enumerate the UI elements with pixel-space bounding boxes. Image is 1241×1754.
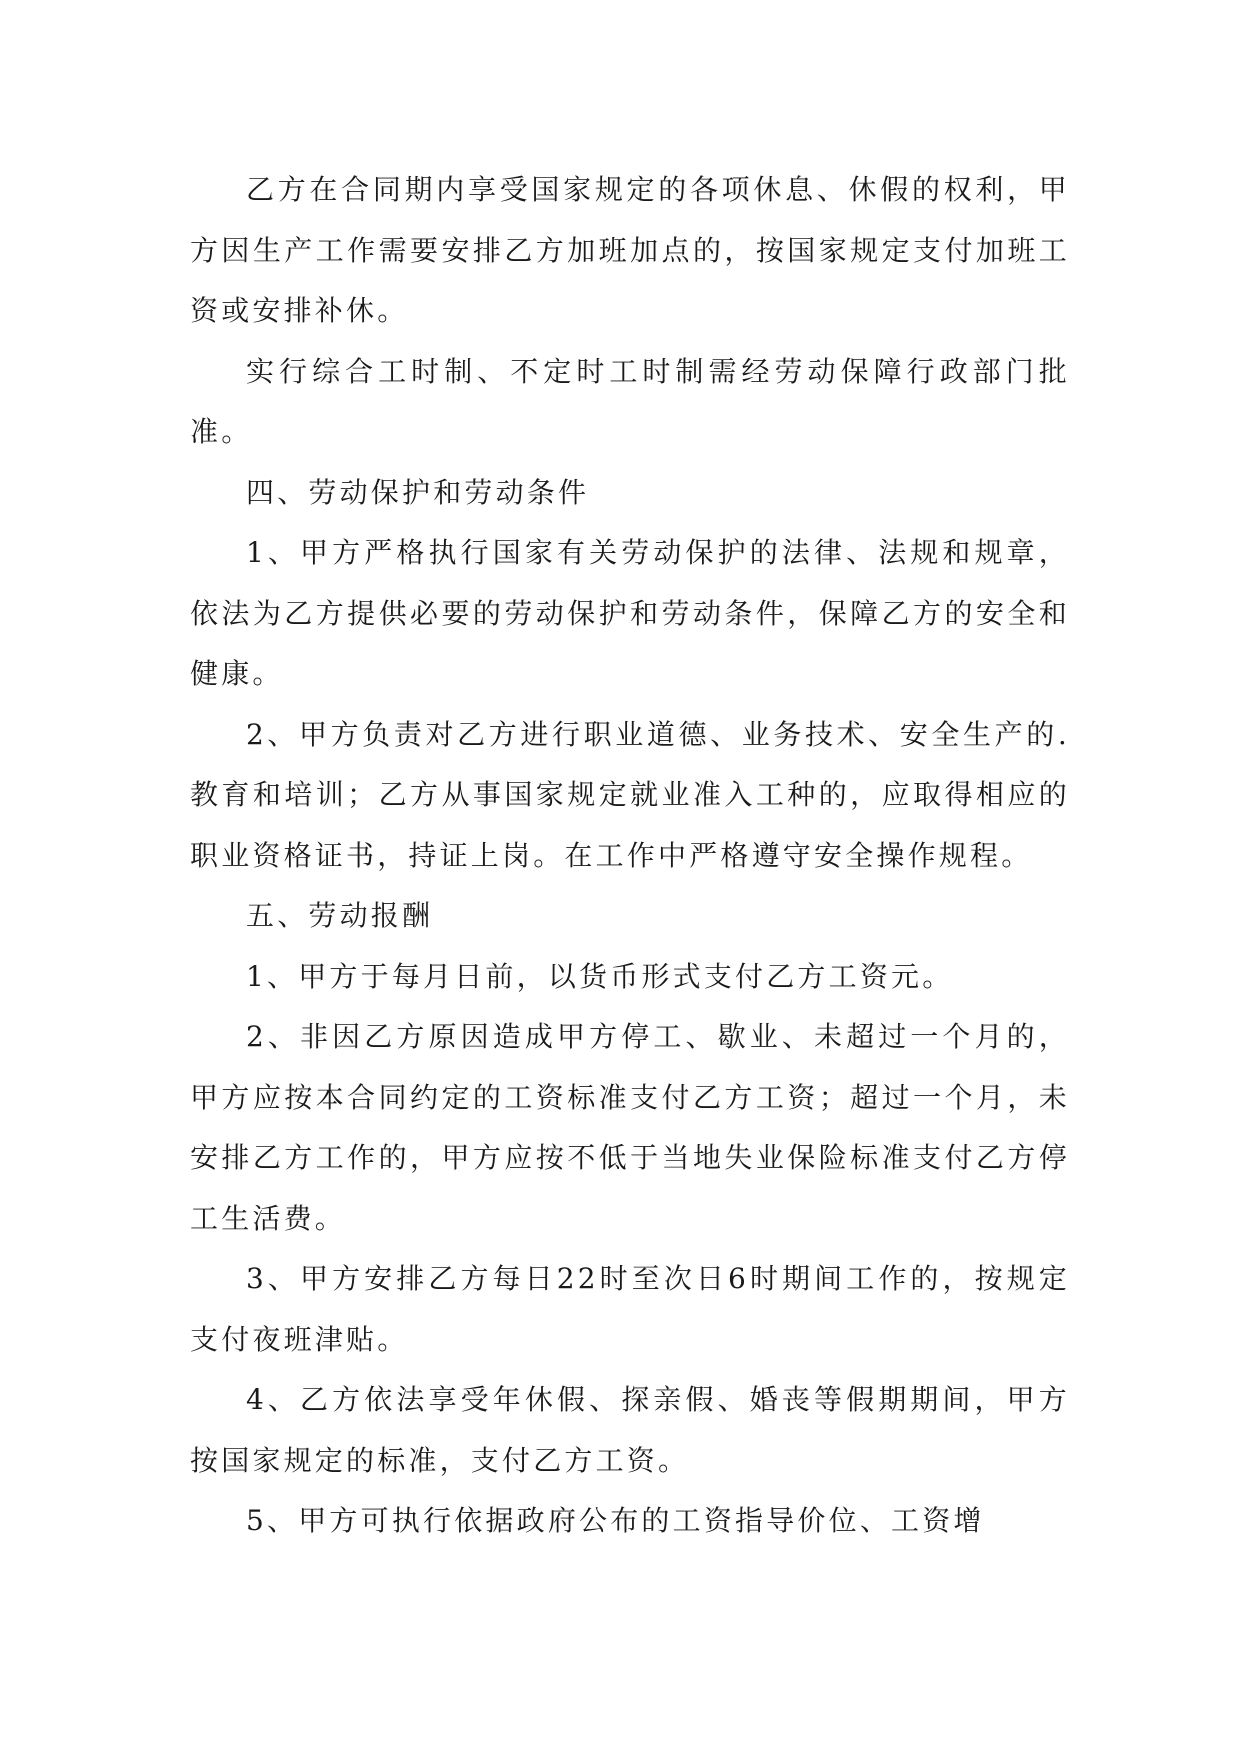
paragraph-remuneration-item-3: 3、甲方安排乙方每日22时至次日6时期间工作的，按规定支付夜班津贴。 [190, 1262, 1070, 1356]
paragraph-working-hours-approval: 实行综合工时制、不定时工时制需经劳动保障行政部门批准。 [190, 354, 1070, 448]
document-body [190, 160, 1070, 1552]
paragraph-remuneration-item-2: 2、非因乙方原因造成甲方停工、歇业、未超过一个月的，甲方应按本合同约定的工资标准支付乙方工资；超过一个月，未安排乙方工作的，甲方应按不低于当地失业保险标准支付乙方停工生活费。 [190, 1020, 1070, 1235]
paragraph-protection-item-2: 2、甲方负责对乙方进行职业道德、业务技术、安全生产的.教育和培训；乙方从事国家规定就业准入工种的，应取得相应的职业资格证书，持证上岗。在工作中严格遵守安全操作规程。 [190, 717, 1070, 872]
paragraph-remuneration-item-4: 4、乙方依法享受年休假、探亲假、婚丧等假期期间，甲方按国家规定的标准，支付乙方工资。 [190, 1383, 1070, 1477]
paragraph-protection-item-1: 1、甲方严格执行国家有关劳动保护的法律、法规和规章，依法为乙方提供必要的劳动保护和劳动条件，保障乙方的安全和健康。 [190, 536, 1070, 690]
paragraph-rest-leave-rights: 乙方在合同期内享受国家规定的各项休息、休假的权利，甲方因生产工作需要安排乙方加班加点的，按国家规定支付加班工资或安排补休。 [190, 173, 1070, 327]
paragraph-remuneration-item-1: 1、甲方于每月日前，以货币形式支付乙方工资元。 [246, 959, 954, 993]
paragraph-remuneration-item-5: 5、甲方可执行依据政府公布的工资指导价位、工资增 [246, 1504, 985, 1537]
section-heading-remuneration: 五、劳动报酬 [246, 899, 434, 932]
section-heading-labor-protection: 四、劳动保护和劳动条件 [246, 475, 590, 509]
